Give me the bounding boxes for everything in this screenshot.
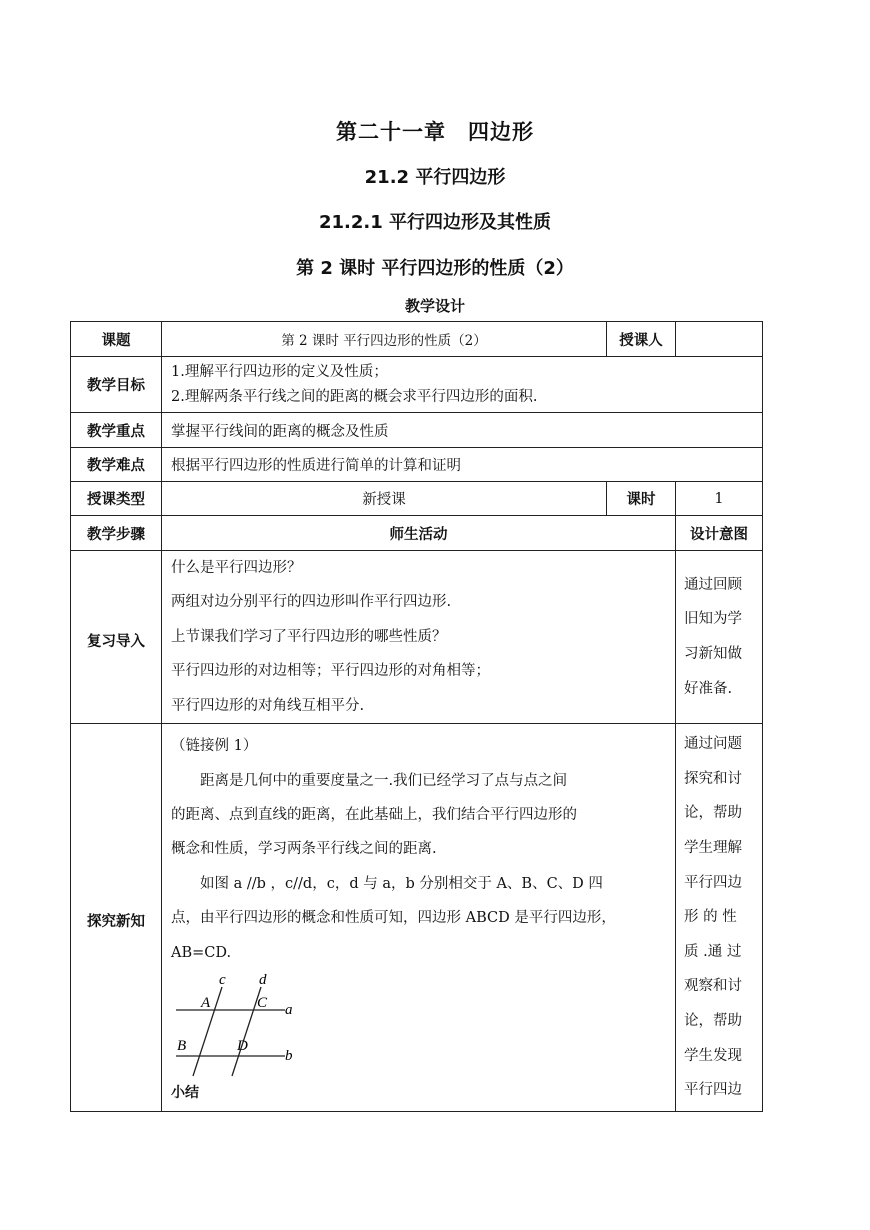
table-row-explore [71,724,763,1112]
intent-line: 好准备. [684,680,733,697]
intent-line: 探究和讨 [684,770,742,787]
label-A: A [201,994,211,1011]
intent-line: 学生发现 [684,1047,742,1064]
intent-line: 论，帮助 [684,1013,742,1030]
intent-line: 通过回顾 [684,576,742,593]
label-b: b [285,1047,293,1064]
type-label: 授课类型 [71,482,162,516]
explore-intent [676,724,763,1112]
label-B: B [177,1037,187,1054]
steps-header: 教学步骤 [71,516,162,551]
intent-line: 旧知为学 [684,611,742,628]
type-value: 新授课 [162,482,607,516]
review-activities [162,551,676,724]
table-row-review [71,551,763,724]
label-D: D [237,1037,248,1054]
teacher-value [676,322,763,357]
intent-line: 学生理解 [684,840,742,857]
subsection-title: 21.2.1 平行四边形及其性质 [318,212,552,233]
intent-line: 平行四边 [684,874,742,891]
intent-line: 平行四边 [684,1082,742,1099]
intent-line: 形 的 性 [684,909,737,926]
activities-header: 师生活动 [162,516,676,551]
key-points-value: 掌握平行线间的距离的概念及性质 [162,413,763,448]
label-c: c [219,971,226,988]
explore-para-line: 的距离、点到直线的距离，在此基础上，我们结合平行四边形的 [171,806,577,823]
table-row-topic [71,322,763,357]
summary-heading: 小结 [171,1084,199,1101]
review-intent [676,551,763,724]
objective-line: 2.理解两条平行线之间的距离的概会求平行四边形的面积. [171,388,538,405]
objective-line: 1.理解平行四边形的定义及性质； [171,363,388,380]
intent-line: 习新知做 [684,646,742,663]
objectives-label: 教学目标 [71,357,162,413]
intent-line: 通过问题 [684,736,742,753]
label-a: a [285,1001,293,1018]
intent-line: 观察和讨 [684,978,742,995]
topic-value: 第 2 课时 平行四边形的性质（2） [162,322,607,357]
objectives-value [162,357,763,413]
link-note: （链接例 1） [171,738,258,755]
explore-para-line: 距离是几何中的重要度量之一.我们已经学习了点与点之间 [171,772,568,789]
table-row-header [71,516,763,551]
label-d: d [259,971,267,988]
hours-label: 课时 [607,482,676,516]
table-row-key-points [71,413,763,448]
review-line: 两组对边分别平行的四边形叫作平行四边形. [171,594,452,611]
chapter-title: 第二十一章 四边形 [336,120,534,144]
explore-label: 探究新知 [71,724,162,1112]
review-line: 上节课我们学习了平行四边形的哪些性质？ [171,628,447,645]
section-title: 21.2 平行四边形 [364,167,506,188]
topic-label: 课题 [71,322,162,357]
explore-para-line: 如图 a //b ，c//d，c，d 与 a，b 分别相交于 A、B、C、D 四 [171,875,603,892]
key-points-label: 教学重点 [71,413,162,448]
lesson-plan-table [70,321,763,1112]
table-row-objectives [71,357,763,413]
difficulties-label: 教学难点 [71,448,162,482]
explore-para-line: AB=CD. [171,944,232,961]
explore-para-line: 点，由平行四边形的概念和性质可知，四边形 ABCD 是平行四边形， [171,910,616,927]
table-row-difficulties [71,448,763,482]
review-line: 平行四边形的对角线互相平分. [171,697,365,714]
label-C: C [257,994,268,1011]
explore-para-line: 概念和性质，学习两条平行线之间的距离. [171,841,437,858]
intent-header: 设计意图 [676,516,763,551]
teacher-label: 授课人 [607,322,676,357]
table-caption: 教学设计 [404,297,465,315]
review-line: 平行四边形的对边相等；平行四边形的对角相等； [171,663,490,680]
table-row-type [71,482,763,516]
parallel-lines-figure [171,970,666,1080]
hours-value: 1 [676,482,763,516]
intent-line: 质 .通 过 [684,943,742,960]
intent-line: 论，帮助 [684,805,742,822]
review-line: 什么是平行四边形？ [171,560,302,576]
difficulties-value: 根据平行四边形的性质进行简单的计算和证明 [162,448,763,482]
explore-activities [162,724,676,1112]
review-label: 复习导入 [71,551,162,724]
lesson-title: 第 2 课时 平行四边形的性质（2） [296,258,574,279]
